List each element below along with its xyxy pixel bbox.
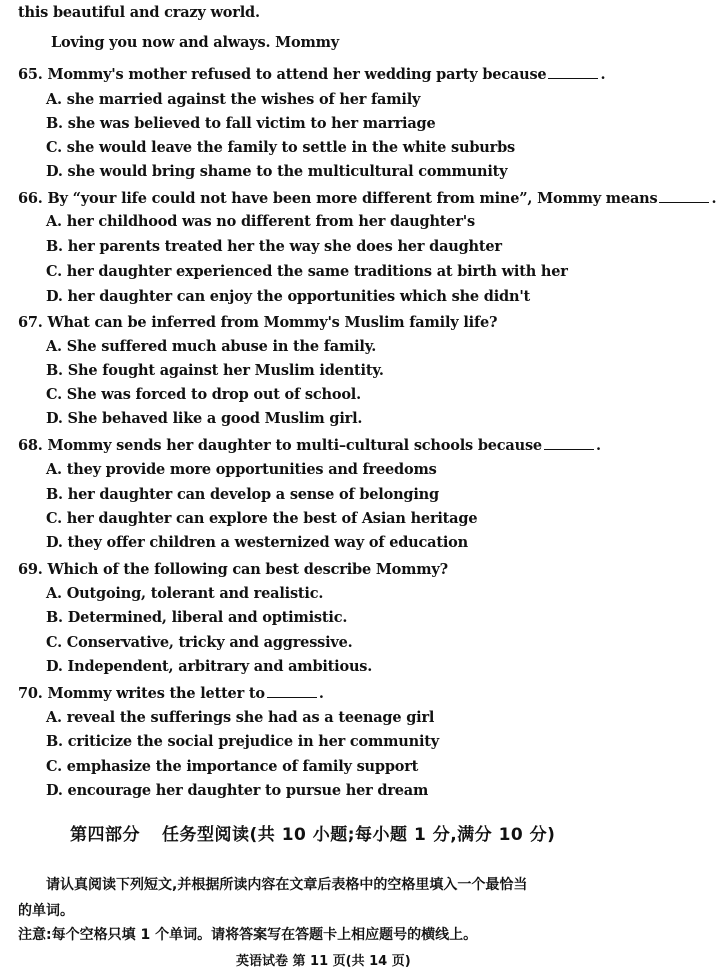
question-67-option-d: D. She behaved like a good Muslim girl. — [46, 410, 363, 427]
question-65-option-c: C. she would leave the family to settle in the white suburbs — [46, 139, 515, 156]
question-70-option-b: B. criticize the social prejudice in her community — [46, 733, 440, 750]
question-68-stem: 68. Mommy sends her daughter to multi–cultural schools because . — [18, 437, 601, 454]
question-67-option-b: B. She fought against her Muslim identity. — [46, 362, 384, 379]
question-66-option-b: B. her parents treated her the way she does her daughter — [46, 238, 502, 255]
question-67-option-c: C. She was forced to drop out of school. — [46, 386, 361, 403]
page-footer: 英语试卷 第 11 页(共 14 页) — [236, 954, 411, 969]
question-70-stem: 70. Mommy writes the letter to . — [18, 685, 324, 702]
letter-closing: Loving you now and always. Mommy — [51, 34, 339, 51]
question-68-option-a: A. they provide more opportunities and freedoms — [46, 461, 437, 478]
question-66-stem: 66. By “your life could not have been more different from mine”, Mommy means . — [18, 190, 716, 207]
section-heading — [70, 820, 555, 845]
answer-blank — [659, 190, 709, 203]
section-title: 任务型阅读(共 10 小题;每小题 1 分,满分 10 分) — [162, 825, 556, 845]
question-68-option-c: C. her daughter can explore the best of Asian heritage — [46, 510, 478, 527]
section-instruction-cont: 的单词。 — [18, 903, 74, 919]
letter-line: this beautiful and crazy world. — [18, 4, 260, 21]
question-69-option-b: B. Determined, liberal and optimistic. — [46, 609, 348, 626]
section-note: 注意:每个空格只填 1 个单词。请将答案写在答题卡上相应题号的横线上。 — [18, 927, 478, 943]
question-70-option-a: A. reveal the sufferings she had as a teenage girl — [46, 709, 435, 726]
question-69-stem: 69. Which of the following can best describe Mommy? — [18, 561, 448, 578]
question-65-option-a: A. she married against the wishes of her family — [46, 91, 421, 108]
question-70-option-c: C. emphasize the importance of family support — [46, 758, 419, 775]
question-67-option-a: A. She suffered much abuse in the family. — [46, 338, 377, 355]
question-69-option-d: D. Independent, arbitrary and ambitious. — [46, 658, 373, 675]
answer-blank — [548, 66, 598, 79]
question-66-option-c: C. her daughter experienced the same traditions at birth with her — [46, 263, 568, 280]
question-68-option-d: D. they offer children a westernized way of education — [46, 534, 468, 551]
question-66-option-d: D. her daughter can enjoy the opportunities which she didn't — [46, 288, 531, 305]
question-65-stem: 65. Mommy's mother refused to attend her wedding party because . — [18, 66, 606, 83]
answer-blank — [267, 685, 317, 698]
section-part: 第四部分 — [70, 825, 140, 845]
question-66-option-a: A. her childhood was no different from her daughter's — [46, 213, 475, 230]
question-68-option-b: B. her daughter can develop a sense of belonging — [46, 486, 439, 503]
section-instruction: 请认真阅读下列短文,并根据所读内容在文章后表格中的空格里填入一个最恰当 — [46, 877, 528, 893]
question-69-option-a: A. Outgoing, tolerant and realistic. — [46, 585, 324, 602]
question-70-option-d: D. encourage her daughter to pursue her dream — [46, 782, 429, 799]
question-65-option-b: B. she was believed to fall victim to her marriage — [46, 115, 436, 132]
question-67-stem: 67. What can be inferred from Mommy's Muslim family life? — [18, 314, 498, 331]
question-65-option-d: D. she would bring shame to the multicultural community — [46, 163, 508, 180]
question-69-option-c: C. Conservative, tricky and aggressive. — [46, 634, 353, 651]
answer-blank — [544, 437, 594, 450]
